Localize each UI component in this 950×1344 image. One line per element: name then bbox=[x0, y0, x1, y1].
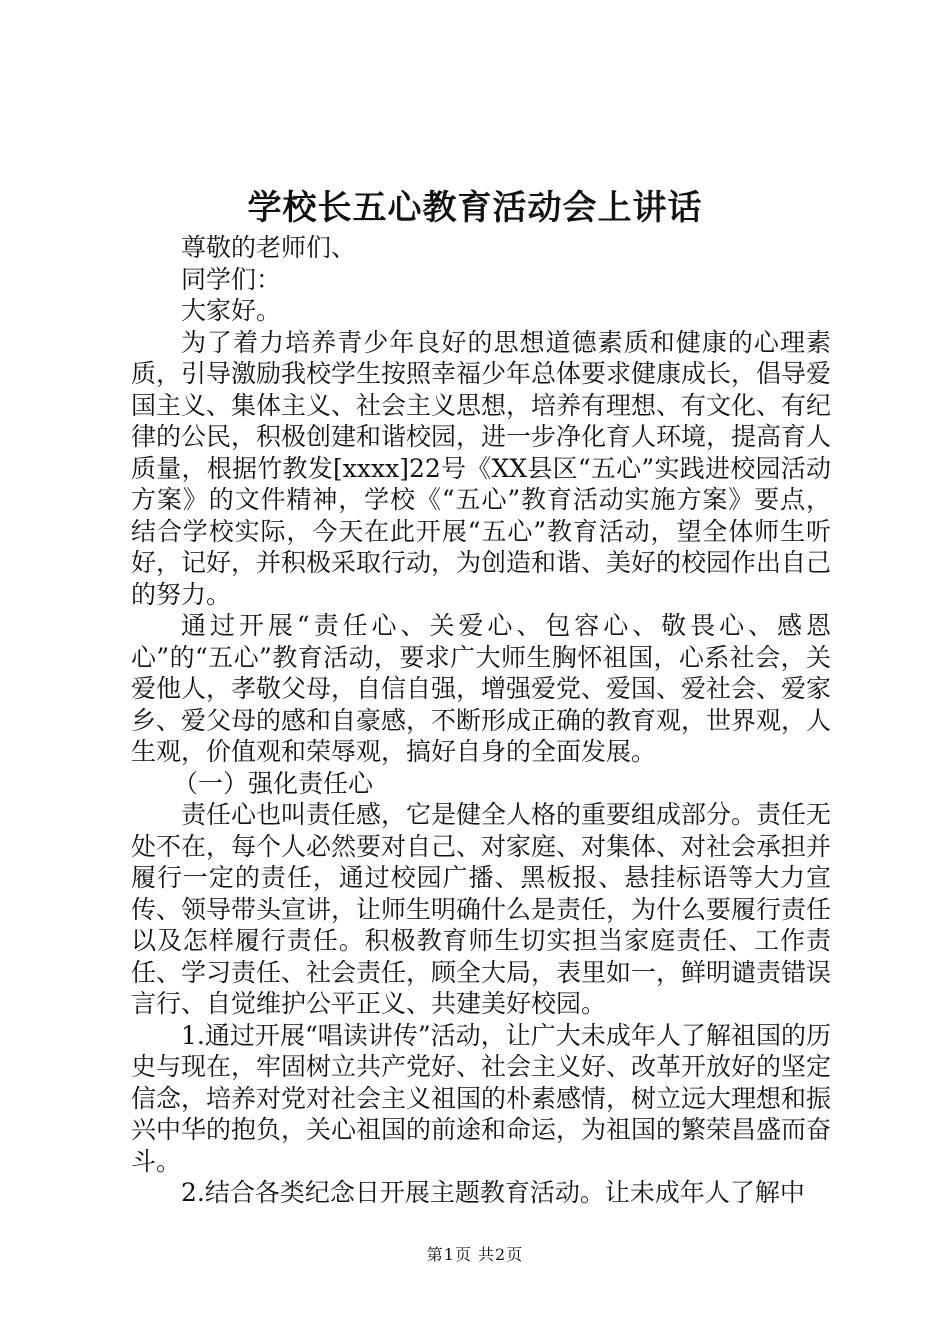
page-number: 第1页 共2页 bbox=[426, 1245, 524, 1264]
greeting-line: 大家好。 bbox=[181, 296, 282, 325]
body-paragraph: 通过开展“责任心、关爱心、包容心、敬畏心、感恩心”的“五心”教育活动，要求广大师生胸怀祖国，心系社会，关爱他人，孝敬父母，自信自强，增强爱党、爱国、爱社会、爱家乡、爱父母的感和自豪感，不断形成正确的教育观，世界观，人生观，价值观和荣辱观，搞好自身的全面发展。 bbox=[131, 611, 832, 766]
section-paragraph: 1.通过开展“唱读讲传”活动，让广大未成年人了解祖国的历史与现在，牢固树立共产党好、社会主义好、改革开放好的坚定信念，培养对党对社会主义祖国的朴素感情，树立远大理想和振兴中华的抱负，关心祖国的前途和命运，为祖国的繁荣昌盛而奋斗。 bbox=[131, 1020, 832, 1176]
greeting-line: 尊敬的老师们、 bbox=[181, 233, 357, 262]
document-body bbox=[131, 232, 831, 1209]
document-title: 学校长五心教育活动会上讲话 bbox=[247, 188, 703, 228]
section-paragraph: 2.结合各类纪念日开展主题教育活动。让未成年人了解中 bbox=[181, 1178, 805, 1207]
greeting-line: 同学们： bbox=[181, 264, 282, 294]
section-paragraph: 责任心也叫责任感，它是健全人格的重要组成部分。责任无处不在，每个人必然要对自己、对家庭、对集体、对社会承担并履行一定的责任，通过校园广播、黑板报、悬挂标语等大力宣传、领导带头宣讲，让师生明确什么是责任，为什么要履行责任以及怎样履行责任。积极教育师生切实担当家庭责任、工作责任、学习责任、社会责任，顾全大局，表里如一，鲜明谴责错误言行、自觉维护公平正义、共建美好校园。 bbox=[131, 800, 832, 1018]
body-paragraph: 为了着力培养青少年良好的思想道德素质和健康的心理素质，引导激励我校学生按照幸福少年总体要求健康成长，倡导爱国主义、集体主义、社会主义思想，培养有理想、有文化、有纪律的公民，积极创建和谐校园，进一步净化育人环境，提高育人质量，根据竹教发[xxxx]22号《XX县区“五心”实践进校园活动方案》的文件精神，学校《“五心”教育活动实施方案》要点，结合学校实际，今天在此开展“五心”教育活动，望全体师生听好，记好，并积极采取行动，为创造和谐、美好的校园作出自己的努力。 bbox=[131, 327, 832, 609]
section-heading: （一）强化责任心 bbox=[173, 768, 374, 798]
